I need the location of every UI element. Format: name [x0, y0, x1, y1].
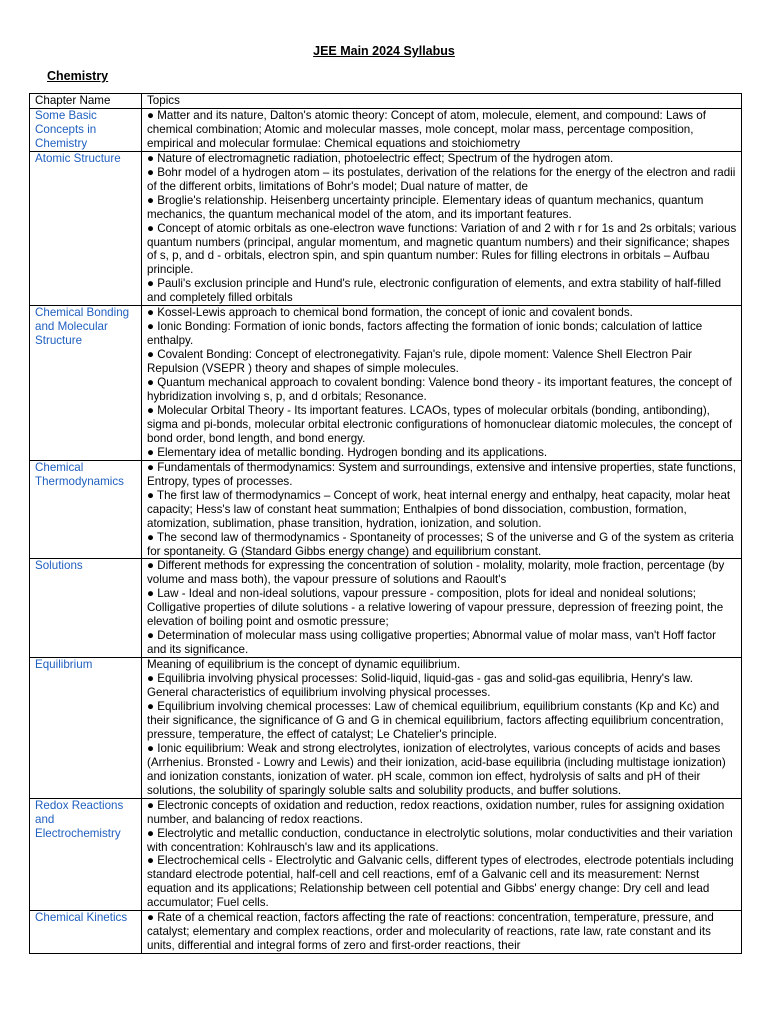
topic-item: ● Nature of electromagnetic radiation, photoelectric effect; Spectrum of the hydrogen atom.	[147, 151, 614, 165]
table-row	[30, 108, 742, 151]
topic-item: ● Covalent Bonding: Concept of electronegativity. Fajan's rule, dipole moment: Valence Shell Electron Pair Repulsion (VSEPR ) theory and shapes of simple molecules.	[147, 348, 692, 376]
topic-item: ● Bohr model of a hydrogen atom – its postulates, derivation of the relations for the energy of the electron and radii of the different orbits, limitations of Bohr's model; Dual nature of matter, de	[147, 165, 736, 193]
topic-item: ● Concept of atomic orbitals as one-electron wave functions: Variation of and 2 with r for 1s and 2s orbitals; various quantum numbers (principal, angular momentum, and magnetic quantum numbers) and their significance; shapes of s, p, and d - orbitals, electron spin, and spin quantum number: Rules for filling electrons in orbitals – Aufbau principle.	[147, 221, 737, 277]
topic-item: ● The second law of thermodynamics - Spontaneity of processes; S of the universe and G of the system as criteria for spontaneity. G (Standard Gibbs energy change) and equilibrium constant.	[147, 530, 734, 558]
topic-item: ● Electrochemical cells - Electrolytic and Galvanic cells, different types of electrodes, electrode potentials including standard electrode potential, half-cell and cell reactions, emf of a Galvanic cell and its measurement: Nernst equation and its applications; Relationship between cell potential and Gibbs' energy change: Dry cell and lead accumulator; Fuel cells.	[147, 854, 734, 910]
table-row	[30, 151, 742, 305]
header-chapter-name: Chapter Name	[30, 94, 142, 109]
chapter-name-cell: Chemical Thermodynamics	[30, 460, 142, 559]
chapter-name-cell: Chemical Bonding and Molecular Structure	[30, 306, 142, 460]
table-row	[30, 460, 742, 559]
topic-item: ● Different methods for expressing the concentration of solution - molality, molarity, mole fraction, percentage (by volume and mass both), the vapour pressure of solutions and Raoult's	[147, 559, 725, 587]
table-row	[30, 306, 742, 460]
topic-item: ● Electronic concepts of oxidation and reduction, redox reactions, oxidation number, rules for assigning oxidation number, and balancing of redox reactions.	[147, 798, 725, 826]
topic-item: ● Broglie's relationship. Heisenberg uncertainty principle. Elementary ideas of quantum mechanics, quantum mechanics, the quantum mechanical model of the atom, and its important features.	[147, 193, 704, 221]
chapter-name-cell: Some Basic Concepts in Chemistry	[30, 108, 142, 151]
topics-cell	[142, 559, 742, 658]
table-row	[30, 559, 742, 658]
topic-item: ● Electrolytic and metallic conduction, conductance in electrolytic solutions, molar conductivities and their variation with concentration: Kohlrausch's law and its applications.	[147, 826, 733, 854]
chapter-name-cell: Redox Reactions and Electrochemistry	[30, 798, 142, 911]
syllabus-table	[29, 93, 742, 954]
chapter-name-cell: Equilibrium	[30, 658, 142, 799]
table-row	[30, 911, 742, 954]
header-topics: Topics	[142, 94, 742, 109]
topic-item: ● Equilibrium involving chemical processes: Law of chemical equilibrium, equilibrium constants (Kp and Kc) and their significance, the significance of G and G in chemical equilibrium, factors affecting equilibrium concentration, pressure, temperature, the effect of catalyst; Le Chatelier's principle.	[147, 699, 724, 741]
section-heading: Chemistry	[47, 69, 109, 83]
topic-item: ● Fundamentals of thermodynamics: System and surroundings, extensive and intensive properties, state functions, Entropy, types of processes.	[147, 460, 736, 488]
topic-item: ● Ionic Bonding: Formation of ionic bonds, factors affecting the formation of ionic bonds; calculation of lattice enthalpy.	[147, 320, 703, 348]
topics-cell	[142, 151, 742, 305]
topics-cell	[142, 911, 742, 954]
topics-cell	[142, 108, 742, 151]
page-title: JEE Main 2024 Syllabus	[313, 44, 455, 58]
topic-item: ● Determination of molecular mass using colligative properties; Abnormal value of molar mass, van't Hoff factor and its significance.	[147, 629, 716, 657]
topic-item: ● Law - Ideal and non-ideal solutions, vapour pressure - composition, plots for ideal and nonideal solutions; Colligative properties of dilute solutions - a relative lowering of vapour pressure, depression of freezing point, the elevation of boiling point and osmotic pressure;	[147, 587, 724, 629]
topic-item: ● The first law of thermodynamics – Concept of work, heat internal energy and enthalpy, heat capacity, molar heat capacity; Hess's law of constant heat summation; Enthalpies of bond dissociation, combustion, formation, atomization, sublimation, phase transition, hydration, ionization, and solution.	[147, 488, 731, 530]
topic-item: ● Equilibria involving physical processes: Solid-liquid, liquid-gas - gas and solid-gas equilibria, Henry's law. General characteristics of equilibrium involving physical processes.	[147, 672, 694, 700]
table-row	[30, 798, 742, 911]
table-header-row	[30, 94, 742, 109]
table-row	[30, 658, 742, 799]
chapter-name-cell: Atomic Structure	[30, 151, 142, 305]
table-body	[30, 108, 742, 953]
topic-item: ● Matter and its nature, Dalton's atomic theory: Concept of atom, molecule, element, and compound: Laws of chemical combination; Atomic and molecular masses, mole concept, molar mass, percentage composition, empirical and molecular formulae: Chemical equations and stoichiometry	[147, 108, 706, 150]
topic-item: ● Kossel-Lewis approach to chemical bond formation, the concept of ionic and covalent bonds.	[147, 306, 633, 320]
topic-item: ● Pauli's exclusion principle and Hund's rule, electronic configuration of elements, and extra stability of half-filled and completely filled orbitals	[147, 277, 722, 305]
chapter-name-cell: Chemical Kinetics	[30, 911, 142, 954]
topic-item: ● Quantum mechanical approach to covalent bonding: Valence bond theory - its important features, the concept of hybridization involving s, p, and d orbitals; Resonance.	[147, 376, 732, 404]
topics-cell	[142, 306, 742, 460]
topics-cell	[142, 460, 742, 559]
topic-item: ● Elementary idea of metallic bonding. Hydrogen bonding and its applications.	[147, 445, 548, 459]
topics-cell	[142, 798, 742, 911]
topic-item: ● Rate of a chemical reaction, factors affecting the rate of reactions: concentration, temperature, pressure, and catalyst; elementary and complex reactions, order and molecularity of reactions, rate law, rate constant and its units, differential and integral forms of zero and first-order reactions, their	[147, 911, 714, 953]
topic-item: ● Ionic equilibrium: Weak and strong electrolytes, ionization of electrolytes, various concepts of acids and bases (Arrhenius. Bronsted - Lowry and Lewis) and their ionization, acid-base equilibria (including multistage ionization) and ionization constants, ionization of water. pH scale, common ion effect, hydrolysis of salts and pH of their solutions, the solubility of sparingly soluble salts and solubility products, and buffer solutions.	[147, 741, 726, 797]
topics-cell	[142, 658, 742, 799]
topic-item: ● Molecular Orbital Theory - Its important features. LCAOs, types of molecular orbitals (bonding, antibonding), sigma and pi-bonds, molecular orbital electronic configurations of homonuclear diatomic molecules, the concept of bond order, bond length, and bond energy.	[147, 403, 733, 445]
chapter-name-cell: Solutions	[30, 559, 142, 658]
topic-item: Meaning of equilibrium is the concept of dynamic equilibrium.	[147, 658, 461, 672]
